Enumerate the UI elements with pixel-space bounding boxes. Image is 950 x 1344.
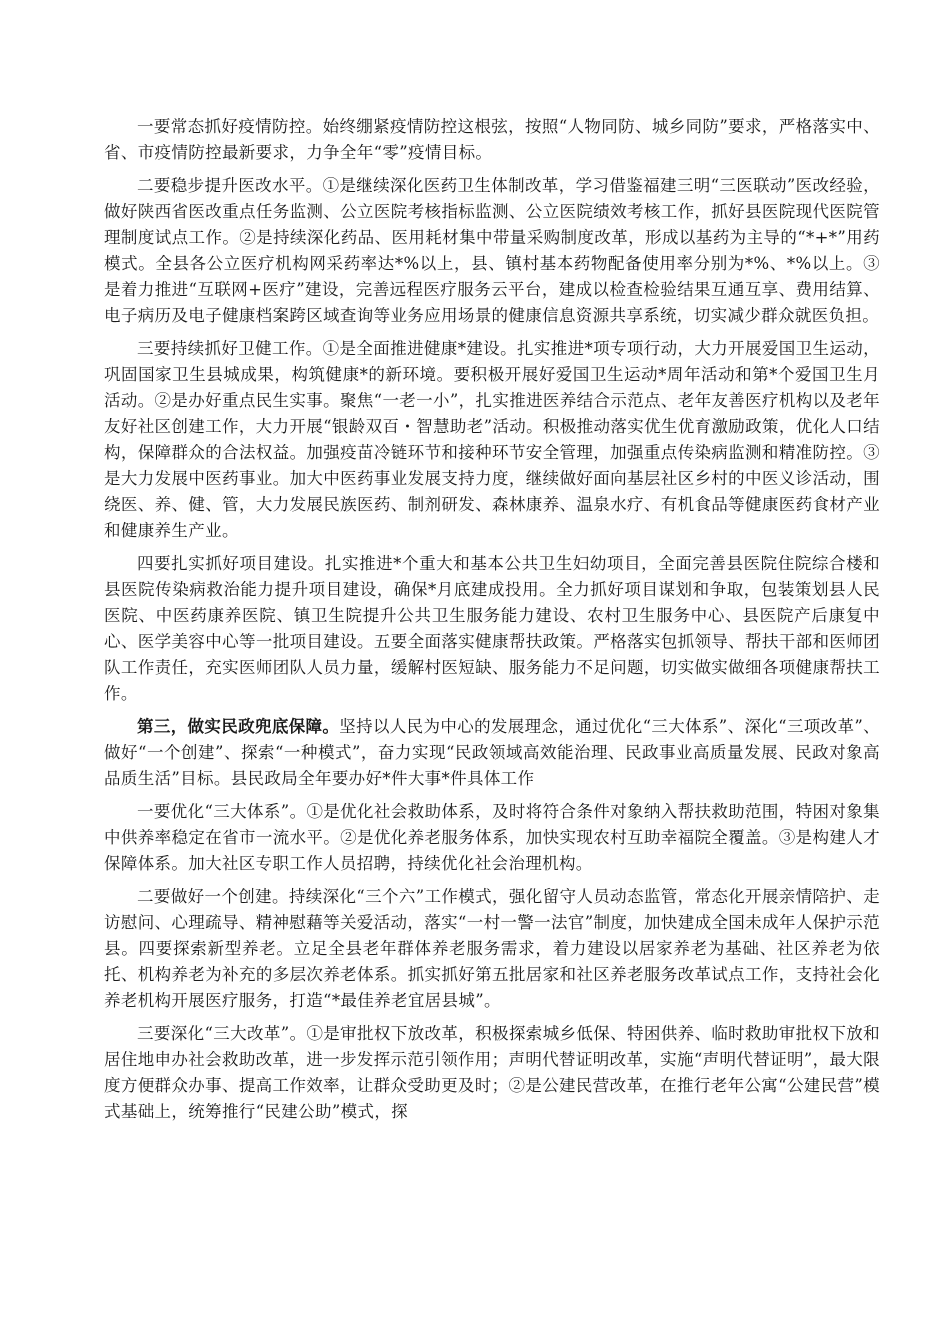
paragraph-epidemic-control (104, 114, 880, 166)
paragraph-civil-affairs (104, 714, 880, 792)
paragraph-three-reforms (104, 1021, 880, 1125)
paragraph-medical-reform (104, 173, 880, 329)
paragraph-health-work (104, 336, 880, 544)
paragraph-three-systems (104, 799, 880, 877)
paragraph-text: 三要持续抓好卫健工作。①是全面推进健康*建设。扎实推进*项专项行动，大力开展爱国卫生运动，巩固国家卫生县城成果，构筑健康*的新环境。要积极开展好爱国卫生运动*周年活动和第*个爱国卫生月活动。②是办好重点民生实事。聚焦“一老一小”，扎实推进医养结合示范点、老年友善医疗机构以及老年友好社区创建工作，大力开展“银龄双百・智慧助老”活动。积极推动落实优生优育激励政策，优化人口结构，保障群众的合法权益。加强疫苗冷链环节和接种环节安全管理，加强重点传染病监测和精准防控。③是大力发展中医药事业。加大中医药事业发展支持力度，继续做好面向基层社区乡村的中医义诊活动，围绕医、养、健、管，大力发展民族医药、制剂研发、森林康养、温泉水疗、有机食品等健康医药食材产业和健康养生产业。 (104, 339, 880, 540)
paragraph-text: 四要扎实抓好项目建设。扎实推进*个重大和基本公共卫生妇幼项目，全面完善县医院住院综合楼和县医院传染病救治能力提升项目建设，确保*月底建成投用。全力抓好项目谋划和争取，包装策划县人民医院、中医药康养医院、镇卫生院提升公共卫生服务能力建设、农村卫生服务中心、县医院产后康复中心、医学美容中心等一批项目建设。五要全面落实健康帮扶政策。严格落实包抓领导、帮扶干部和医师团队工作责任，充实医师团队人员力量，缓解村医短缺、服务能力不足问题，切实做实做细各项健康帮扶工作。 (104, 554, 880, 703)
paragraph-text: 三要深化“三大改革”。①是审批权下放改革，积极探索城乡低保、特困供养、临时救助审批权下放和居住地申办社会救助改革，进一步发挥示范引领作用；声明代替证明改革，实施“声明代替证明”，最大限度方便群众办事、提高工作效率，让群众受助更及时；②是公建民营改革，在推行老年公寓“公建民营”模式基础上，统筹推行“民建公助”模式，探 (104, 1024, 880, 1121)
paragraph-text: 一要常态抓好疫情防控。始终绷紧疫情防控这根弦，按照“人物同防、城乡同防”要求，严格落实中、省、市疫情防控最新要求，力争全年“零”疫情目标。 (104, 117, 880, 162)
paragraph-one-creation (104, 884, 880, 1014)
section-heading: 第三，做实民政兜底保障。 (137, 717, 340, 736)
paragraph-text: 二要稳步提升医改水平。①是继续深化医药卫生体制改革，学习借鉴福建三明“三医联动”医改经验，做好陕西省医改重点任务监测、公立医院考核指标监测、公立医院绩效考核工作，抓好县医院现代医院管理制度试点工作。②是持续深化药品、医用耗材集中带量采购制度改革，形成以基药为主导的“*+*”用药模式。全县各公立医疗机构网采药率达*%以上，县、镇村基本药物配备使用率分别为*%、*%以上。③是着力推进“互联网+医疗”建设，完善远程医疗服务云平台，建成以检查检验结果互通互享、费用结算、电子病历及电子健康档案跨区域查询等业务应用场景的健康信息资源共享系统，切实减少群众就医负担。 (104, 176, 880, 325)
paragraph-text: 一要优化“三大体系”。①是优化社会救助体系，及时将符合条件对象纳入帮扶救助范围，特困对象集中供养率稳定在省市一流水平。②是优化养老服务体系，加快实现农村互助幸福院全覆盖。③是构建人才保障体系。加大社区专职工作人员招聘，持续优化社会治理机构。 (104, 802, 880, 873)
paragraph-text: 坚持以人民为中心的发展理念，通过优化“三大体系”、深化“三项改革”、做好“一个创建”、探索“一种模式”，奋力实现“民政领域高效能治理、民政事业高质量发展、民政对象高品质生活”目标。县民政局全年要办好*件大事*件具体工作 (104, 717, 880, 788)
paragraph-text: 二要做好一个创建。持续深化“三个六”工作模式，强化留守人员动态监管，常态化开展亲情陪护、走访慰问、心理疏导、精神慰藉等关爱活动，落实“一村一警一法官”制度，加快建成全国未成年人保护示范县。四要探索新型养老。立足全县老年群体养老服务需求，着力建设以居家养老为基础、社区养老为依托、机构养老为补充的多层次养老体系。抓实抓好第五批居家和社区养老服务改革试点工作，支持社会化养老机构开展医疗服务，打造“*最佳养老宜居县城”。 (104, 887, 880, 1010)
paragraph-project-construction (104, 551, 880, 707)
